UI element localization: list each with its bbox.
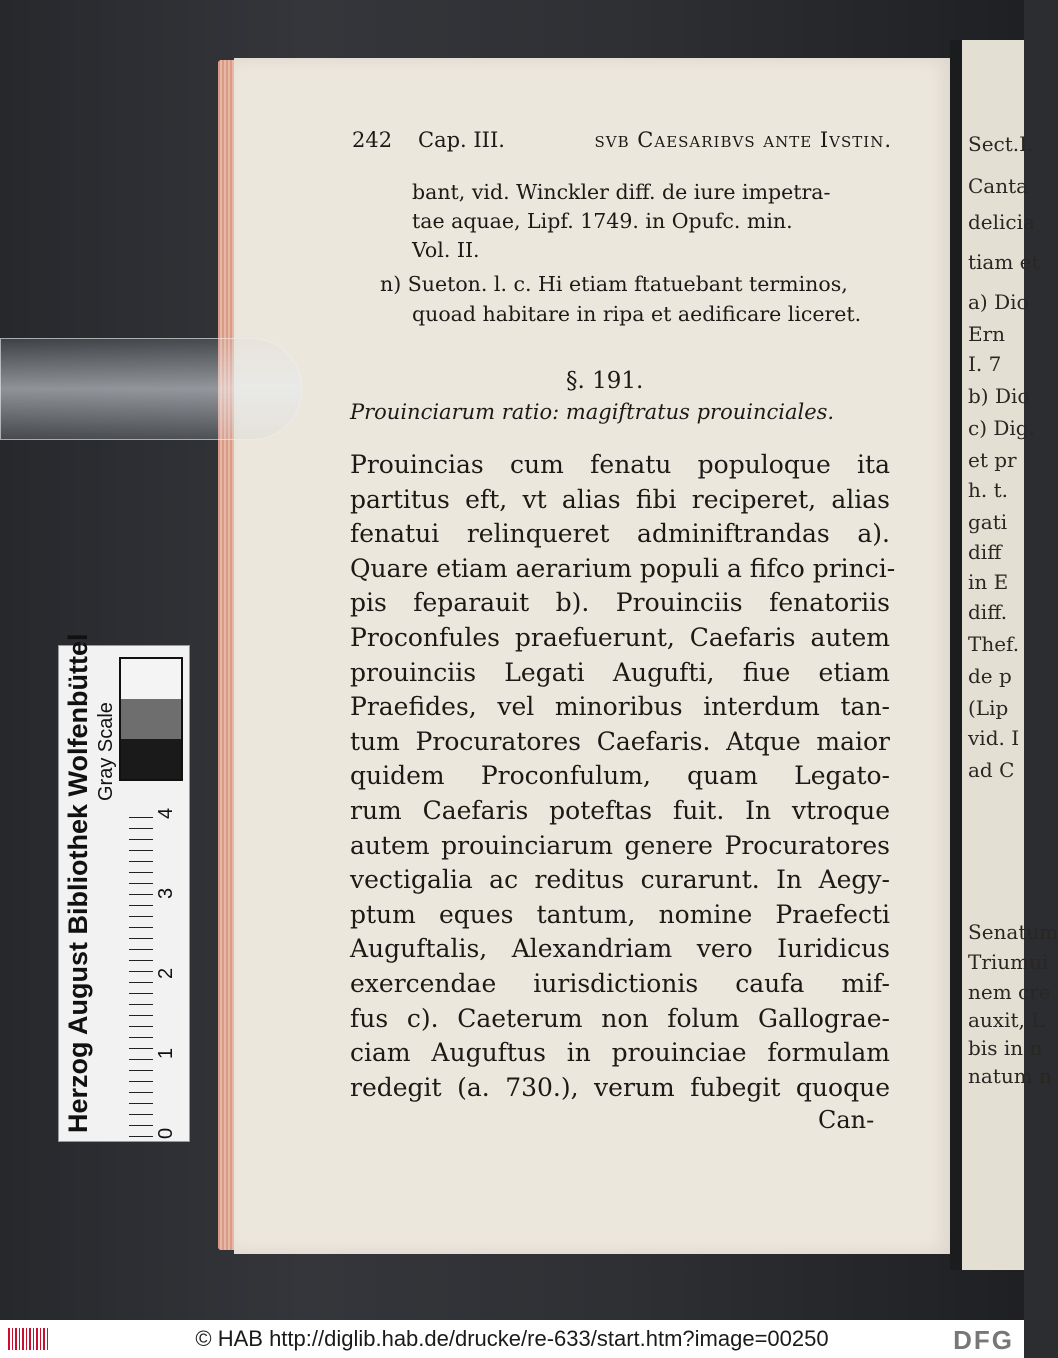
body-line: tum Procuratores Caefaris. Atque maior [350, 726, 890, 756]
adjacent-page-text: et pr [968, 448, 1017, 472]
chapter-label: Cap. III. [418, 128, 505, 152]
adjacent-page-text: Sect.I. [968, 132, 1034, 156]
dfg-logo: DFG [953, 1325, 1014, 1355]
section-number: §. 191. [566, 368, 644, 394]
body-line: fenatui relinqueret adminiftrandas a). [350, 519, 890, 549]
gray-patch [121, 659, 181, 699]
gray-patches [119, 657, 183, 781]
footnote-line: bant, vid. Winckler diff. de iure impetra- [412, 180, 831, 204]
institution-label: Herzog August Bibliothek Wolfenbüttel [63, 633, 93, 1133]
body-line: prouinciis Legati Augufti, fiue etiam [350, 657, 890, 687]
adjacent-page-text: auxit, L [968, 1008, 1045, 1032]
page-number: 242 [352, 128, 393, 152]
adjacent-page-text: gati [968, 510, 1008, 534]
ruler-number: 1 [155, 1047, 177, 1059]
adjacent-page-text: in E [968, 570, 1009, 594]
adjacent-page-text: b) Dio [968, 384, 1030, 408]
ruler-number: 4 [155, 807, 177, 819]
ruler-numbers [155, 801, 181, 1141]
section-subtitle: Prouinciarum ratio: magiftratus prouinciales. [350, 400, 835, 424]
gray-patch [121, 739, 181, 779]
adjacent-page-text: tiam et [968, 250, 1040, 274]
adjacent-page-text: I. 7 [968, 352, 1002, 376]
copyright-link[interactable]: © HAB http://diglib.hab.de/drucke/re-633/start.htm?image=00250 [195, 1326, 829, 1351]
adjacent-page-text: diff. [968, 600, 1008, 624]
ruler-number: 2 [155, 967, 177, 979]
body-line: Prouincias cum fenatu populoque ita [350, 450, 890, 479]
adjacent-page-text: delicia [968, 210, 1035, 234]
body-line: fus c). Caeterum non folum Gallograe- [350, 1003, 890, 1033]
adjacent-page-text: h. t. [968, 478, 1008, 502]
body-line: exercendae iurisdictionis caufa mif- [350, 969, 890, 998]
ruler-number: 0 [155, 1127, 177, 1139]
adjacent-page-text: c) Dig. [968, 416, 1035, 440]
footnote-line: Vol. II. [412, 238, 480, 262]
body-line: Quare etiam aerarium populi a fifco princi- [350, 553, 896, 583]
body-line: ptum eques tantum, nomine Praefecti [350, 899, 890, 929]
adjacent-page-text: ad C [968, 758, 1015, 782]
ruler-ticks [129, 807, 153, 1137]
ruler-number: 3 [155, 887, 177, 899]
footer-bar [0, 1320, 1024, 1358]
body-line: Praefides, vel minoribus interdum tan- [350, 692, 890, 722]
gray-patch [121, 699, 181, 739]
adjacent-page-text: Ern [968, 322, 1006, 346]
catchword: Can- [818, 1106, 875, 1134]
body-line: partitus eft, vt alias fibi reciperet, alias [350, 484, 890, 514]
glass-page-weight [0, 338, 302, 440]
body-line: redegit (a. 730.), verum fubegit quoque [350, 1072, 890, 1102]
adjacent-page-text: de p [968, 664, 1012, 688]
body-line: ciam Auguftus in prouinciae formulam [350, 1038, 890, 1068]
body-line: Proconfules praefuerunt, Caefaris autem [350, 623, 890, 652]
adjacent-page-text: vid. I [968, 726, 1020, 750]
adjacent-page-text: nem cre [968, 980, 1051, 1004]
footnote-line: quoad habitare in ripa et aedificare liceret. [412, 302, 862, 326]
adjacent-page-text: Canta [968, 174, 1029, 198]
adjacent-page-text: a) Dio [968, 290, 1029, 314]
adjacent-page-text: bis in n [968, 1036, 1043, 1060]
header-title: svb Caesaribvs ante Ivstin. [594, 128, 892, 152]
adjacent-page-text: (Lip [968, 696, 1009, 720]
adjacent-page-text: natum n [968, 1064, 1052, 1088]
body-line: vectigalia ac reditus curarunt. In Aegy- [350, 865, 890, 895]
adjacent-page-text: Senatum [968, 920, 1058, 944]
footnote-line: n) Sueton. l. c. Hi etiam ftatuebant terminos, [380, 272, 848, 296]
footnote-line: tae aquae, Lipf. 1749. in Opufc. min. [412, 209, 793, 233]
adjacent-page-text: diff [968, 540, 1002, 564]
body-line: rum Caefaris poteftas fuit. In vtroque [350, 796, 890, 825]
gray-scale-label: Gray Scale [95, 702, 117, 801]
body-line: autem prouinciarum genere Procuratores [350, 830, 890, 860]
body-line: Auguftalis, Alexandriam vero Iuridicus [350, 934, 890, 964]
body-line: quidem Proconfulum, quam Legato- [350, 761, 890, 791]
running-header [352, 128, 892, 160]
adjacent-page-text: Thef. [968, 632, 1020, 656]
gray-scale-card [58, 633, 190, 1142]
adjacent-page-text: Triumui [968, 950, 1049, 974]
body-line: pis feparauit b). Prouinciis fenatoriis [350, 588, 890, 618]
adjacent-page-fragment [962, 40, 1058, 1270]
